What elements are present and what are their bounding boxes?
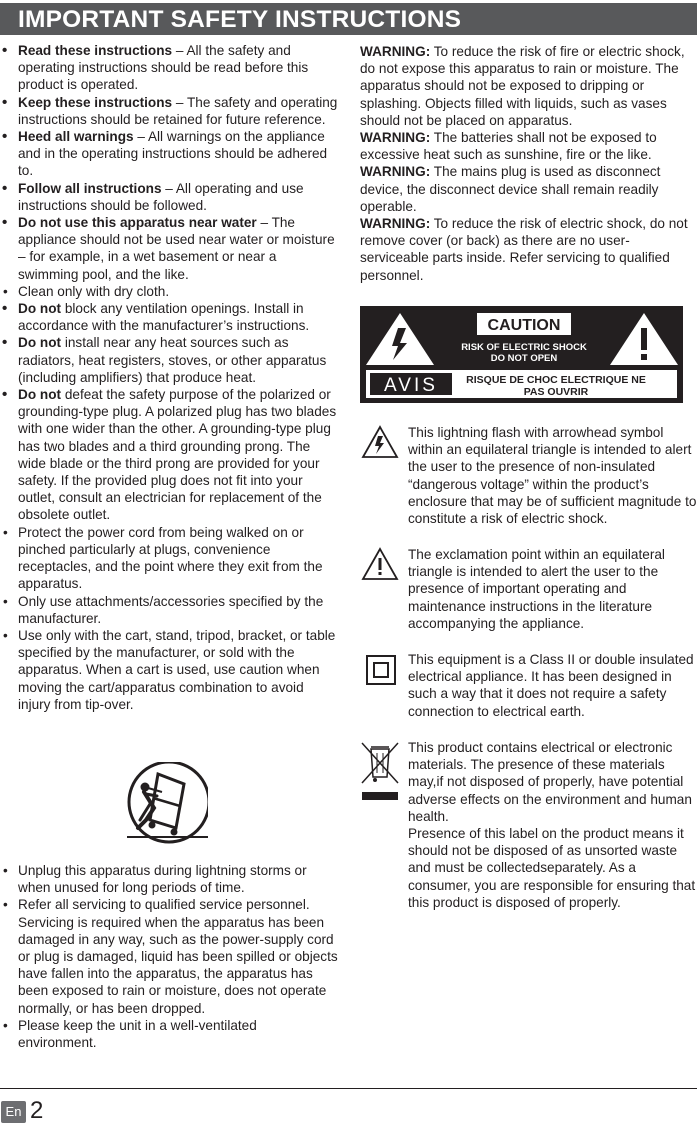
list-item: • Protect the power cord from being walked on or pinched particularly at plugs, convenience receptacles, and the point where they exit from the apparatus. — [3, 524, 323, 592]
class-ii-double-square-icon — [360, 651, 400, 695]
lightning-description: This lightning flash with arrowhead symbol within an equilateral triangle is intended to alert the user to the presence of non-insulated “dangerous voltage” within the product’s enclosure that may be of sufficient magnitude to constitute a risk of electric shock. — [408, 425, 697, 527]
caution-label — [360, 306, 683, 403]
cart-tip-over-warning-icon — [58, 762, 208, 844]
footer-divider — [0, 1088, 697, 1089]
warning-paragraph: WARNING: To reduce the risk of fire or electric shock, do not expose this apparatus to rain or moisture. The apparatus should not be exposed to dripping or splashing. Objects filled with liquids, such as vases should not be placed on apparatus. — [360, 44, 685, 128]
caution-line-1: RISK OF ELECTRIC SHOCK — [461, 342, 587, 353]
avis-line-1: RISQUE DE CHOC ELECTRIQUE NE — [466, 374, 646, 386]
header-bar — [0, 3, 697, 35]
list-item: • Heed all warnings – All warnings on the appliance and in the operating instructions should be adhered to. — [2, 128, 328, 179]
list-item: • Use only with the cart, stand, tripod, bracket, or table specified by the manufacturer, or sold with the apparatus. When a cart is used, use caution when moving the cart/apparatus combination to avoid injury from tip-over. — [3, 627, 336, 712]
warning-paragraph: WARNING: The mains plug is used as disconnect device, the disconnect device shall remain readily operable. — [360, 164, 661, 214]
safety-instruction-list-continued — [0, 862, 338, 1051]
list-item: • Clean only with dry cloth. — [3, 283, 170, 299]
weee-description-1: This product contains electrical or electronic materials. The presence of these materials may,if not disposed of properly, have potential adverse effects on the environment and human health. — [408, 740, 692, 824]
caution-line-2: DO NOT OPEN — [490, 353, 558, 364]
list-item: • Do not defeat the safety purpose of the polarized or grounding-type plug. A polarized plug has two blades with one wider than the other. A grounding-type plug has two blades and a third grounding prong. The wide blade or the third prong are provided for your safety. If the provided plug does not fit into your outlet, consult an electrician for replacement of the obsolete outlet. — [2, 386, 337, 523]
crossed-out-bin-icon — [360, 739, 400, 805]
page-number: 2 — [30, 1097, 44, 1124]
list-item: • Read these instructions – All the safety and operating instructions should be read before this product is operated. — [2, 42, 309, 93]
exclamation-triangle-icon — [360, 546, 400, 588]
class2-description: This equipment is a Class II or double insulated electrical appliance. It has been designed in such a way that it does not require a safety connection to electrical earth. — [408, 652, 694, 719]
exclamation-description: The exclamation point within an equilateral triangle is intended to alert the user to the presence of important operating and maintenance instructions in the literature accompanying the appliance. — [408, 547, 665, 631]
list-item: • Unplug this apparatus during lightning storms or when unused for long periods of time. — [3, 863, 307, 896]
list-item: • Refer all servicing to qualified service personnel. Servicing is required when the apparatus has been damaged in any way, such as the power-supply cord or plug is damaged, liquid has been spilled or objects have fallen into the apparatus, the apparatus has been exposed to rain or moisture, does not operate normally, or has been dropped. — [3, 897, 338, 1016]
page-title: IMPORTANT SAFETY INSTRUCTIONS — [18, 6, 462, 33]
list-item: • Keep these instructions – The safety and operating instructions should be retained for future reference. — [2, 93, 338, 127]
warnings-block — [360, 43, 696, 284]
warning-paragraph: WARNING: To reduce the risk of electric shock, do not remove cover (or back) as there are no user-serviceable parts inside. Refer servicing to qualified personnel. — [360, 216, 688, 283]
warning-paragraph: WARNING: The batteries shall not be exposed to excessive heat such as sunshine, fire or the like. — [360, 130, 657, 163]
language-badge: En — [1, 1101, 26, 1123]
list-item: • Do not block any ventilation openings. Install in accordance with the manufacturer’s instructions. — [2, 300, 310, 334]
avis-word: AVIS — [384, 375, 438, 396]
avis-line-2: PAS OUVRIR — [523, 386, 589, 398]
safety-instruction-list — [0, 42, 338, 713]
caution-word: CAUTION — [487, 317, 561, 334]
list-item: • Only use attachments/accessories specified by the manufacturer. — [3, 593, 324, 626]
list-item: • Please keep the unit in a well-ventilated environment. — [3, 1017, 257, 1051]
weee-description-2: Presence of this label on the product means it should not be disposed of as unsorted waste and must be collectedseparately. As a consumer, you are responsible for ensuring that this product is disposed of properly. — [408, 826, 696, 910]
list-item: • Follow all instructions – All operating and use instructions should be followed. — [2, 179, 304, 213]
list-item: • Do not install near any heat sources such as radiators, heat registers, stoves, or other apparatus (including amplifiers) that produce heat. — [2, 334, 327, 385]
lightning-triangle-icon — [360, 424, 400, 466]
left-column — [0, 42, 338, 713]
list-item: • Do not use this apparatus near water – The appliance should not be used near water or moisture – for example, in a wet basement or near a swimming pool, and the like. — [2, 214, 335, 282]
